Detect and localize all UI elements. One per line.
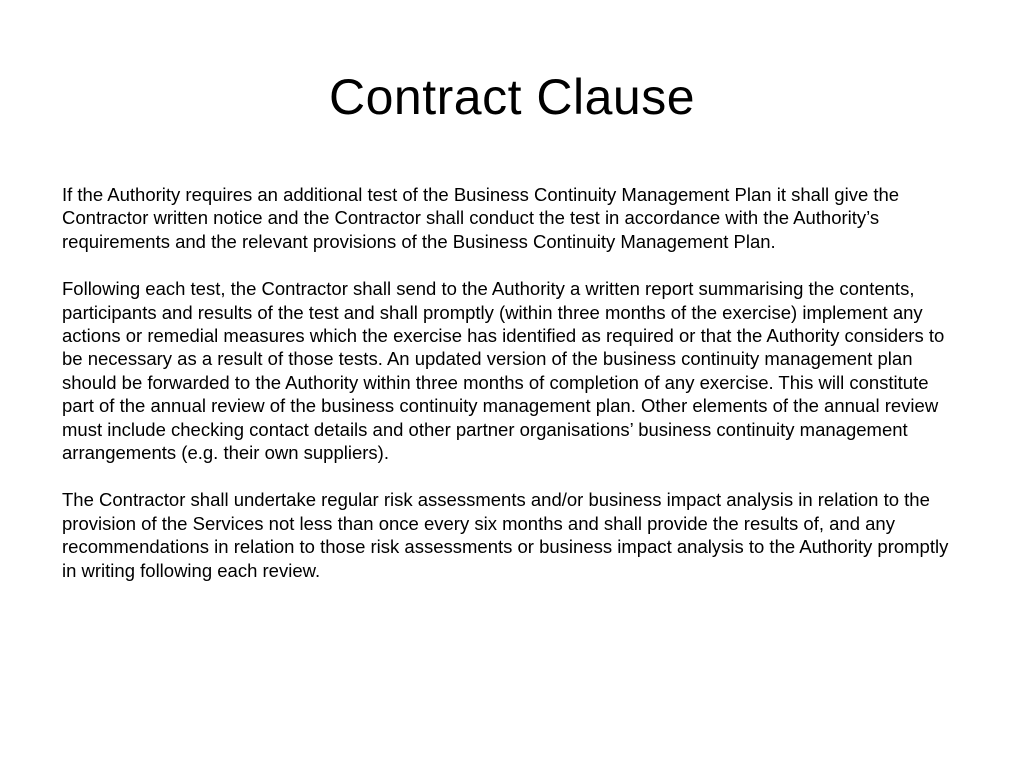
clause-paragraph-2: Following each test, the Contractor shall send to the Authority a written report summarising the contents, participants and results of the test and shall promptly (within three months of the exercise) implement any actions or remedial measures which the exercise has identified as required or that the Authority considers to be necessary as a result of those tests. An updated version of the business continuity management plan should be forwarded to the Authority within three months of completion of any exercise. This will constitute part of the annual review of the business continuity management plan. Other elements of the annual review must include checking contact details and other partner organisations’ business continuity management arrangements (e.g. their own suppliers). xyxy=(62,278,945,464)
slide-title: Contract Clause xyxy=(329,69,695,125)
clause-paragraph-1: If the Authority requires an additional test of the Business Continuity Management Plan it shall give the Contractor written notice and the Contractor shall conduct the test in accordance with the Authority’s requirements and the relevant provisions of the Business Continuity Management Plan. xyxy=(62,184,900,252)
slide-body xyxy=(62,183,962,606)
clause-paragraph-3: The Contractor shall undertake regular risk assessments and/or business impact analysis in relation to the provision of the Services not less than once every six months and shall provide the results of, and any recommendations in relation to those risk assessments or business impact analysis to the Authority promptly in writing following each review. xyxy=(62,489,949,581)
